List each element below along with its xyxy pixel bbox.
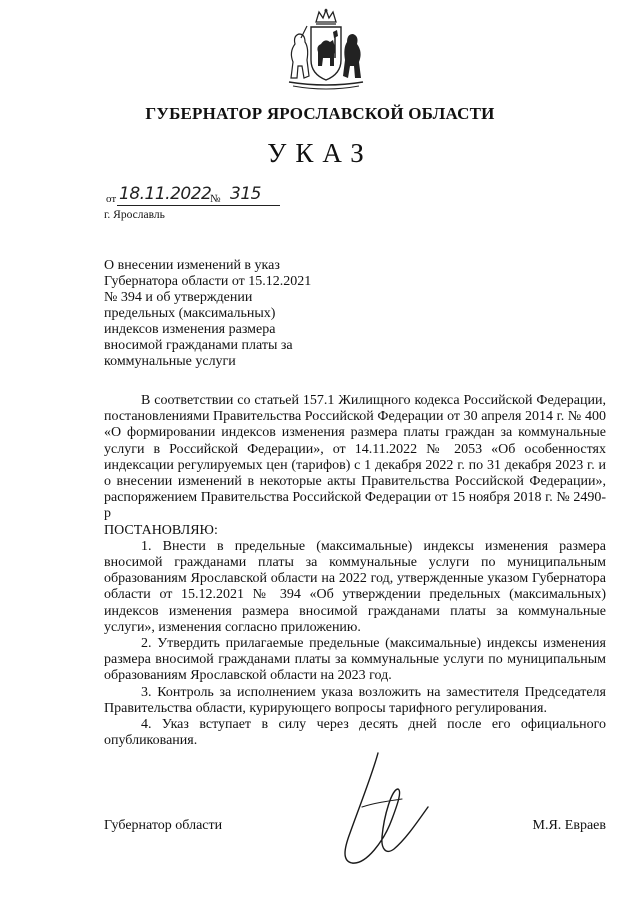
decree-item-1: 1. Внести в предельные (максимальные) индексы изменения размера вносимой гражданами платы за коммунальные услуги по муниципальным образованиям Ярославской области на 2022 год, утвержденные указом Губернатора области от 15.12.2021 № 394 «Об утверждении предельных (максимальных) индексов изменения размера вносимой гражданами платы за коммунальные услуги», изменения согласно приложению. — [104, 538, 606, 635]
subject-line: № 394 и об утверждении — [104, 290, 253, 305]
handwritten-number: 315 — [230, 184, 261, 204]
subject-line: вносимой гражданами платы за — [104, 338, 293, 353]
subject-line: индексов изменения размера — [104, 322, 276, 337]
document-body — [104, 393, 606, 749]
subject-line: Губернатора области от 15.12.2021 — [104, 274, 312, 289]
decree-item-4: 4. Указ вступает в силу через десять дней после его официального опубликования. — [104, 717, 606, 749]
coat-of-arms-icon — [283, 8, 369, 94]
document-type-title: УКАЗ — [267, 138, 373, 168]
issuing-authority: ГУБЕРНАТОР ЯРОСЛАВСКОЙ ОБЛАСТИ — [145, 104, 495, 123]
handwritten-signature — [332, 745, 452, 870]
handwritten-date: 18.11.2022 — [119, 184, 212, 204]
decree-item-3: 3. Контроль за исполнением указа возложить на заместителя Председателя Правительства области, курирующего вопросы тарифного регулирования. — [104, 684, 606, 716]
preamble-paragraph: В соответствии со статьей 157.1 Жилищного кодекса Российской Федерации, постановлениями Правительства Российской Федерации от 30 апреля 2014 г. № 400 «О формировании индексов изменения размера платы граждан за коммунальные услуги в Российской Федерации», от 14.11.2022 № 2053 «Об особенностях индексации регулируемых цен (тарифов) с 1 декабря 2022 г. по 31 декабря 2023 г. и о внесении изменений в некоторые акты Правительства Российской Федерации», распоряжением Правительства Российской Федерации от 15 ноября 2018 г. № 2490-р — [104, 393, 606, 522]
number-prefix-label: № — [210, 193, 221, 205]
signatory-name: М.Я. Евраев — [532, 818, 606, 833]
signatory-position: Губернатор области — [104, 818, 223, 833]
subject-line: О внесении изменений в указ — [104, 258, 280, 273]
document-subject — [104, 258, 344, 370]
subject-line: предельных (максимальных) — [104, 306, 276, 321]
subject-line: коммунальные услуги — [104, 354, 236, 369]
city-label: г. Ярославль — [104, 209, 165, 221]
decree-item-2: 2. Утвердить прилагаемые предельные (максимальные) индексы изменения размера вносимой гражданами платы за коммунальные услуги по муниципальным образованиям Ярославской области на 2023 год. — [104, 636, 606, 684]
decree-word: ПОСТАНОВЛЯЮ: — [104, 522, 218, 538]
date-prefix-label: от — [106, 193, 117, 205]
date-number-line — [106, 184, 306, 206]
date-underline — [117, 205, 280, 206]
